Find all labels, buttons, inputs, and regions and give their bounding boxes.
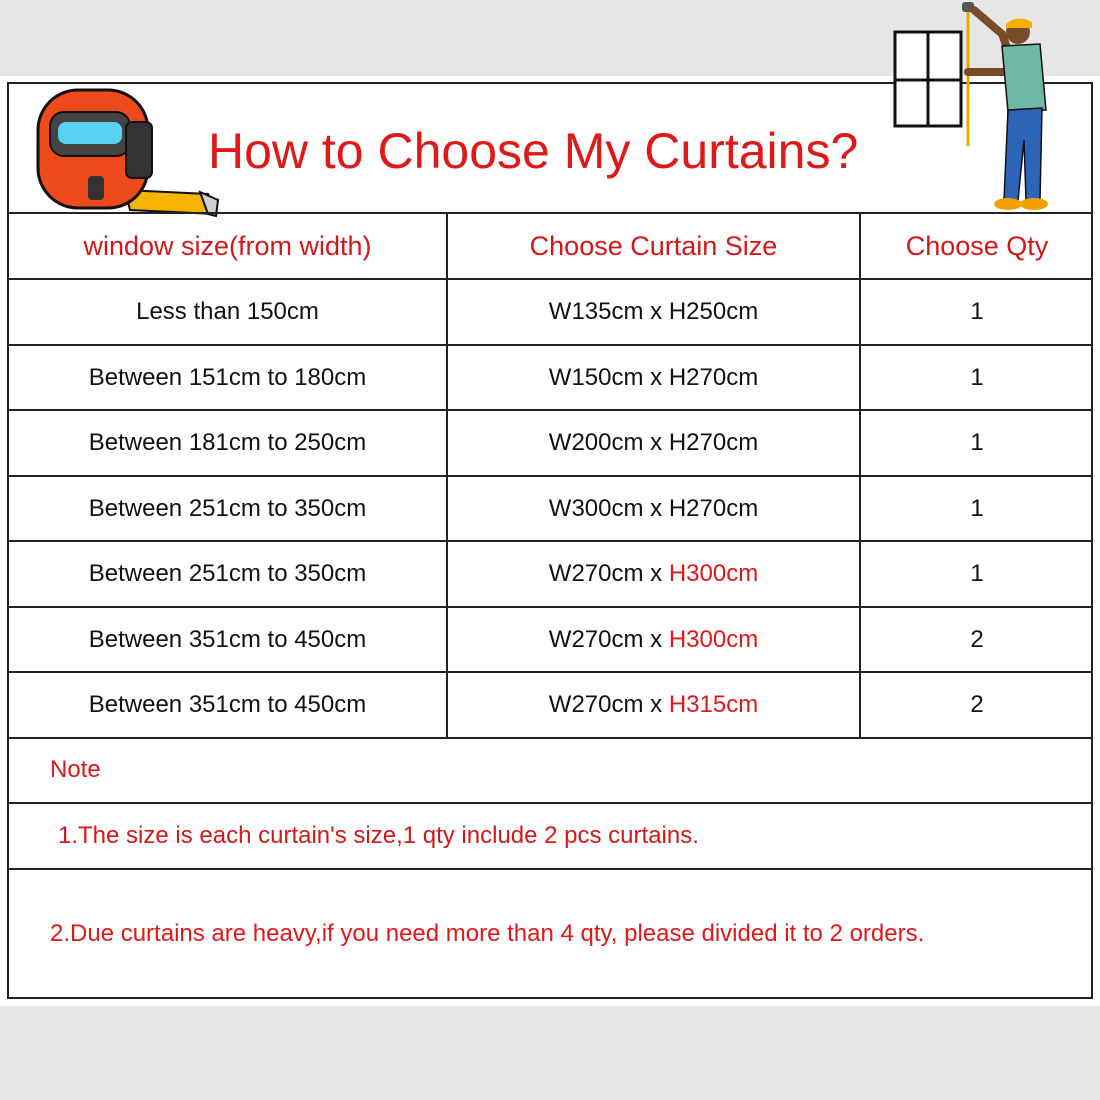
note-heading: Note <box>50 756 101 783</box>
row-qty: 1 <box>970 494 984 522</box>
curtain-width: W270cm x <box>548 560 669 587</box>
row-curtain-size <box>448 477 859 540</box>
tape-measure-icon <box>30 82 230 232</box>
curtain-height: H270cm <box>668 429 759 456</box>
row-window-size: Less than 150cm <box>136 298 319 325</box>
page-title: How to Choose My Curtains? <box>208 123 859 179</box>
header-qty: Choose Qty <box>905 230 1049 261</box>
row-window-size: Between 251cm to 350cm <box>88 494 367 522</box>
row-window-size: Between 151cm to 180cm <box>88 363 367 391</box>
divider <box>7 737 1093 739</box>
curtain-width: W270cm x <box>548 691 669 718</box>
row-curtain-size <box>448 608 859 671</box>
row-qty: 1 <box>970 560 984 587</box>
row-qty: 2 <box>970 625 984 653</box>
curtain-width: W200cm x <box>548 429 669 456</box>
row-curtain-size <box>448 673 859 737</box>
curtain-height: H250cm <box>668 298 759 325</box>
row-curtain-size <box>448 346 859 409</box>
row-curtain-size <box>448 411 859 475</box>
curtain-height: H270cm <box>668 494 759 522</box>
row-window-size: Between 251cm to 350cm <box>88 560 367 587</box>
curtain-width: W270cm x <box>548 625 669 653</box>
row-qty: 1 <box>970 298 984 325</box>
row-window-size: Between 351cm to 450cm <box>88 625 367 653</box>
row-qty: 1 <box>970 363 984 391</box>
header-window-size: window size(from width) <box>83 230 372 261</box>
row-curtain-size <box>448 542 859 606</box>
curtain-height: H300cm <box>668 560 759 587</box>
row-qty: 1 <box>970 429 984 456</box>
curtain-width: W135cm x <box>548 298 669 325</box>
note-line-2: 2.Due curtains are heavy,if you need more than 4 qty, please divided it to 2 orders. <box>50 920 925 947</box>
curtain-width: W150cm x <box>548 363 669 391</box>
curtain-height: H315cm <box>668 691 759 718</box>
row-window-size: Between 351cm to 450cm <box>88 691 367 718</box>
header-curtain-size: Choose Curtain Size <box>529 230 778 261</box>
curtain-height: H300cm <box>668 625 759 653</box>
divider <box>7 868 1093 870</box>
row-curtain-size <box>448 280 859 344</box>
row-qty: 2 <box>970 691 984 718</box>
curtain-width: W300cm x <box>548 494 669 522</box>
row-window-size: Between 181cm to 250cm <box>88 429 367 456</box>
note-line-1: 1.The size is each curtain's size,1 qty include 2 pcs curtains. <box>58 822 699 849</box>
worker-measuring-window-illustration <box>890 0 1060 218</box>
divider <box>7 802 1093 804</box>
curtain-height: H270cm <box>668 363 759 391</box>
